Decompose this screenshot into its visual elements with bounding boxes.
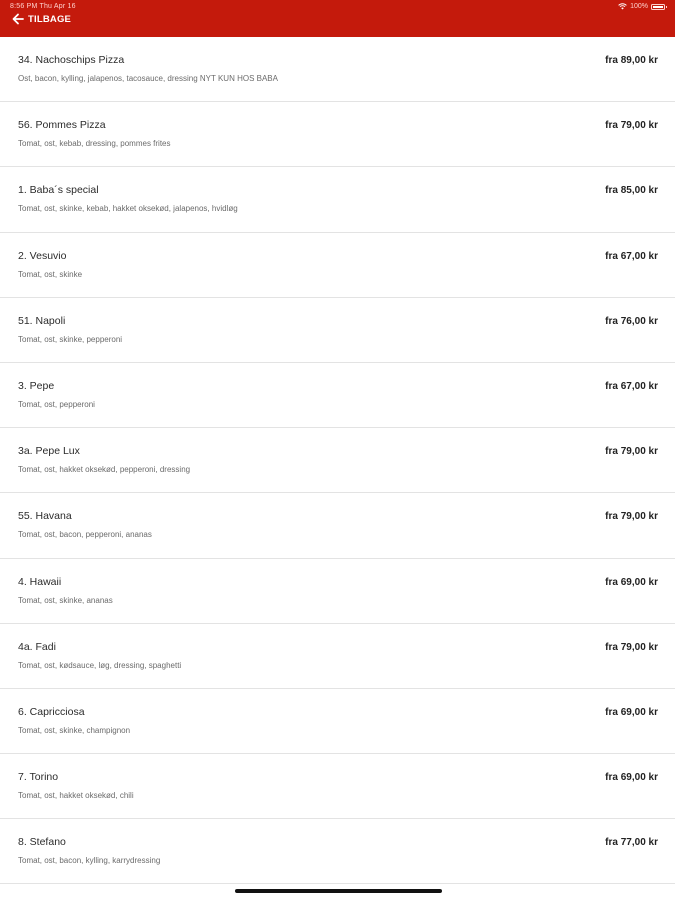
menu-item[interactable]: [0, 298, 675, 363]
item-description: Tomat, ost, skinke, champignon: [18, 725, 131, 735]
item-name: 4a. Fadi: [18, 640, 56, 653]
home-indicator: [235, 889, 442, 893]
back-arrow-icon: [12, 13, 24, 25]
item-description: Tomat, ost, kebab, dressing, pommes frites: [18, 139, 171, 149]
item-name: 34. Nachoschips Pizza: [18, 54, 125, 66]
item-price: fra 89,00 kr: [605, 55, 658, 66]
item-price: fra 67,00 kr: [605, 250, 658, 262]
item-name: 3. Pepe: [18, 379, 55, 392]
item-name: 8. Stefano: [18, 836, 66, 849]
back-button[interactable]: [12, 11, 71, 27]
item-name: 2. Vesuvio: [18, 249, 67, 262]
menu-item[interactable]: [0, 363, 675, 428]
menu-item[interactable]: [0, 102, 675, 167]
menu-item[interactable]: [0, 624, 675, 689]
item-price: fra 77,00 kr: [605, 837, 658, 849]
menu-item[interactable]: [0, 559, 675, 624]
menu-item[interactable]: [0, 167, 675, 232]
back-label: TILBAGE: [28, 13, 72, 25]
item-price: fra 67,00 kr: [605, 380, 658, 392]
menu-list: [0, 37, 675, 884]
item-description: Tomat, ost, hakket oksekød, pepperoni, dressing: [18, 465, 191, 475]
item-price: fra 79,00 kr: [605, 120, 658, 132]
menu-item[interactable]: [0, 819, 675, 884]
battery-percent: 100%: [630, 3, 648, 10]
item-description: Tomat, ost, hakket oksekød, chili: [18, 791, 134, 801]
status-indicators: [618, 3, 665, 10]
status-time: 8:56 PM Thu Apr 16: [10, 3, 76, 10]
item-price: fra 69,00 kr: [605, 706, 658, 718]
battery-icon: [651, 4, 665, 10]
item-description: Tomat, ost, bacon, pepperoni, ananas: [18, 530, 152, 540]
item-price: fra 79,00 kr: [605, 641, 658, 653]
menu-item[interactable]: [0, 493, 675, 558]
menu-item[interactable]: [0, 428, 675, 493]
item-price: fra 85,00 kr: [605, 185, 658, 197]
menu-item[interactable]: [0, 689, 675, 754]
item-price: fra 76,00 kr: [605, 315, 658, 327]
item-price: fra 69,00 kr: [605, 576, 658, 588]
item-description: Ost, bacon, kylling, jalapenos, tacosauce, dressing NYT KUN HOS BABA: [18, 74, 278, 83]
item-name: 7. Torino: [18, 771, 59, 784]
item-description: Tomat, ost, skinke, kebab, hakket oksekød, jalapenos, hvidløg: [18, 204, 238, 214]
app-header: [0, 0, 675, 37]
item-description: Tomat, ost, bacon, kylling, karrydressing: [18, 856, 161, 866]
item-price: fra 79,00 kr: [605, 446, 658, 458]
item-name: 55. Havana: [18, 510, 72, 523]
item-description: Tomat, ost, skinke, ananas: [18, 595, 113, 605]
item-price: fra 69,00 kr: [605, 772, 658, 784]
menu-item[interactable]: [0, 754, 675, 819]
item-description: Tomat, ost, skinke: [18, 269, 83, 279]
item-price: fra 79,00 kr: [605, 511, 658, 523]
item-name: 1. Baba´s special: [18, 184, 99, 197]
wifi-icon: [618, 3, 627, 10]
item-name: 6. Capricciosa: [18, 705, 85, 718]
item-description: Tomat, ost, pepperoni: [18, 399, 95, 409]
item-name: 3a. Pepe Lux: [18, 445, 80, 458]
item-description: Tomat, ost, kødsauce, løg, dressing, spaghetti: [18, 660, 182, 670]
item-name: 56. Pommes Pizza: [18, 119, 106, 132]
menu-item[interactable]: [0, 233, 675, 298]
item-name: 4. Hawaii: [18, 575, 62, 588]
menu-item[interactable]: [0, 37, 675, 102]
item-description: Tomat, ost, skinke, pepperoni: [18, 334, 123, 344]
item-name: 51. Napoli: [18, 314, 66, 327]
